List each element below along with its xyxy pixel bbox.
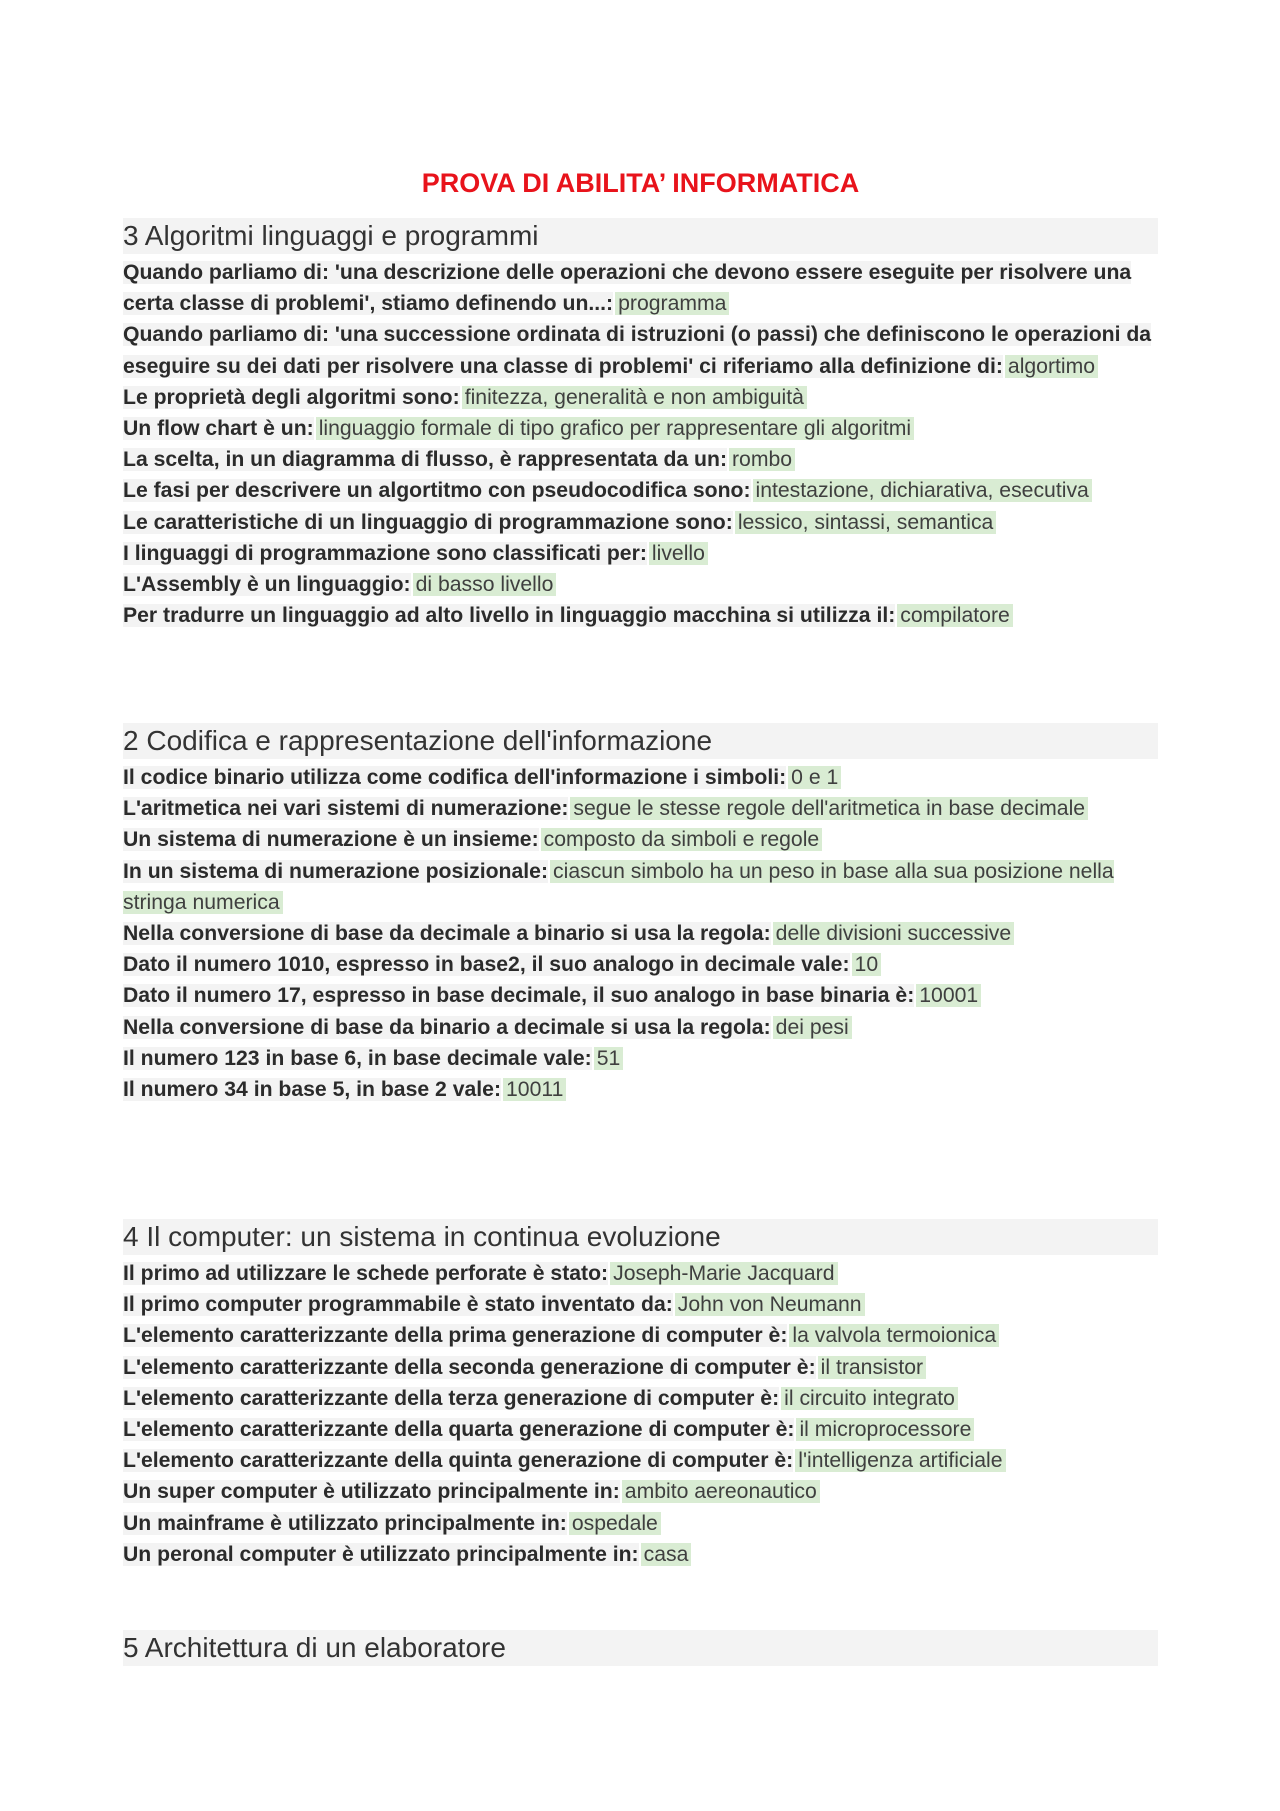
question: Il primo computer programmabile è stato inventato da: — [123, 1293, 673, 1317]
qa-item — [123, 507, 1158, 538]
question: Quando parliamo di: 'una descrizione delle operazioni che devono essere eseguite per risolvere una certa classe di problemi', stiamo definendo un...: — [123, 261, 1132, 316]
answer: 10011 — [503, 1078, 566, 1101]
qa-item — [123, 856, 1158, 918]
answer: Joseph-Marie Jacquard — [610, 1262, 837, 1285]
question: L'aritmetica nei vari sistemi di numerazione: — [123, 797, 569, 821]
question: Il numero 34 in base 5, in base 2 vale: — [123, 1078, 502, 1102]
qa-item — [123, 762, 1158, 793]
section-codifica — [123, 723, 1158, 1105]
question: Un sistema di numerazione è un insieme: — [123, 828, 539, 852]
qa-item — [123, 1258, 1158, 1289]
qa-item — [123, 1445, 1158, 1476]
question: L'elemento caratterizzante della prima generazione di computer è: — [123, 1324, 788, 1348]
question: Il codice binario utilizza come codifica dell'informazione i simboli: — [123, 766, 787, 789]
section-heading: 3 Algoritmi linguaggi e programmi — [123, 218, 1158, 254]
section-architettura — [123, 1630, 1158, 1669]
question: Le fasi per descrivere un algortitmo con pseudocodifica sono: — [123, 479, 751, 503]
question: Il primo ad utilizzare le schede perforate è stato: — [123, 1262, 609, 1285]
question: L'elemento caratterizzante della seconda generazione di computer è: — [123, 1355, 816, 1379]
qa-item — [123, 600, 1158, 631]
qa-item — [123, 1539, 1158, 1570]
document-title: PROVA DI ABILITA’ INFORMATICA — [421, 168, 860, 198]
answer: ambito aereonautico — [622, 1480, 820, 1503]
qa-item — [123, 444, 1158, 475]
question: L'elemento caratterizzante della terza generazione di computer è: — [123, 1386, 780, 1410]
answer: 0 e 1 — [788, 766, 841, 789]
section-algoritmi — [123, 218, 1158, 631]
qa-item — [123, 980, 1158, 1011]
section-heading: 2 Codifica e rappresentazione dell'informazione — [123, 723, 1158, 759]
qa-item — [123, 1476, 1158, 1507]
answer: 10 — [852, 953, 882, 976]
section-heading: 5 Architettura di un elaboratore — [123, 1630, 1158, 1666]
question: In un sistema di numerazione posizionale: — [123, 859, 549, 883]
answer: finitezza, generalità e non ambiguità — [462, 386, 807, 409]
question: L'elemento caratterizzante della quarta generazione di computer è: — [123, 1418, 795, 1442]
question: L'Assembly è un linguaggio: — [123, 573, 411, 597]
qa-item — [123, 475, 1158, 506]
qa-item — [123, 1289, 1158, 1320]
question: Il numero 123 in base 6, in base decimale vale: — [123, 1046, 592, 1070]
answer: John von Neumann — [675, 1293, 865, 1316]
answer: intestazione, dichiarativa, esecutiva — [753, 479, 1092, 502]
answer: delle divisioni successive — [773, 922, 1015, 945]
question: Un peronal computer è utilizzato principalmente in: — [123, 1542, 639, 1566]
answer: il microprocessore — [796, 1418, 974, 1441]
qa-item — [123, 382, 1158, 413]
answer: ospedale — [569, 1512, 661, 1535]
answer: la valvola termoionica — [789, 1324, 999, 1347]
question: Per tradurre un linguaggio ad alto livello in linguaggio macchina si utilizza il: — [123, 604, 896, 628]
answer: composto da simboli e regole — [541, 828, 823, 851]
qa-item — [123, 793, 1158, 824]
answer: l'intelligenza artificiale — [795, 1449, 1005, 1472]
answer: 51 — [594, 1047, 624, 1070]
question: Un flow chart è un: — [123, 417, 314, 441]
answer: algortimo — [1005, 355, 1098, 378]
qa-item — [123, 319, 1158, 381]
qa-item — [123, 257, 1158, 319]
qa-item — [123, 918, 1158, 949]
qa-item — [123, 1414, 1158, 1445]
qa-item — [123, 1074, 1158, 1105]
question: L'elemento caratterizzante della quinta generazione di computer è: — [123, 1449, 794, 1473]
qa-item — [123, 413, 1158, 444]
qa-item — [123, 538, 1158, 569]
question: Le caratteristiche di un linguaggio di programmazione sono: — [123, 510, 733, 534]
answer: linguaggio formale di tipo grafico per rappresentare gli algoritmi — [316, 417, 914, 440]
answer: ciascun simbolo ha un peso in base alla sua posizione nella stringa numerica — [123, 859, 1114, 914]
answer: 10001 — [916, 984, 981, 1007]
answer: il transistor — [818, 1356, 926, 1379]
qa-item — [123, 824, 1158, 855]
answer: dei pesi — [773, 1016, 852, 1039]
answer: livello — [649, 542, 708, 565]
qa-item — [123, 569, 1158, 600]
question: Dato il numero 1010, espresso in base2, il suo analogo in decimale vale: — [123, 953, 850, 977]
section-heading: 4 Il computer: un sistema in continua evoluzione — [123, 1219, 1158, 1255]
question: Le proprietà degli algoritmi sono: — [123, 385, 460, 409]
question: La scelta, in un diagramma di flusso, è rappresentata da un: — [123, 448, 727, 472]
answer: programma — [615, 292, 729, 315]
qa-item — [123, 1508, 1158, 1539]
answer: compilatore — [897, 604, 1013, 627]
question: Quando parliamo di: 'una successione ordinata di istruzioni (o passi) che definiscono le operazioni da eseguire su dei dati per risolvere una classe di problemi' ci riferiamo alla definizione di: — [123, 323, 1152, 378]
answer: lessico, sintassi, semantica — [735, 511, 997, 534]
question: Nella conversione di base da binario a decimale si usa la regola: — [123, 1015, 771, 1039]
qa-item — [123, 1043, 1158, 1074]
question: Nella conversione di base da decimale a binario si usa la regola: — [123, 922, 771, 946]
answer: segue le stesse regole dell'aritmetica in base decimale — [570, 797, 1088, 820]
answer: rombo — [729, 448, 795, 471]
qa-item — [123, 1320, 1158, 1351]
answer: il circuito integrato — [781, 1387, 958, 1410]
qa-item — [123, 1012, 1158, 1043]
question: Dato il numero 17, espresso in base decimale, il suo analogo in base binaria è: — [123, 984, 915, 1008]
question: I linguaggi di programmazione sono classificati per: — [123, 541, 647, 565]
qa-item — [123, 1383, 1158, 1414]
qa-item — [123, 1352, 1158, 1383]
qa-item — [123, 949, 1158, 980]
section-computer — [123, 1219, 1158, 1570]
question: Un super computer è utilizzato principalmente in: — [123, 1480, 620, 1504]
answer: di basso livello — [413, 573, 557, 596]
question: Un mainframe è utilizzato principalmente in: — [123, 1511, 567, 1535]
answer: casa — [641, 1543, 692, 1566]
